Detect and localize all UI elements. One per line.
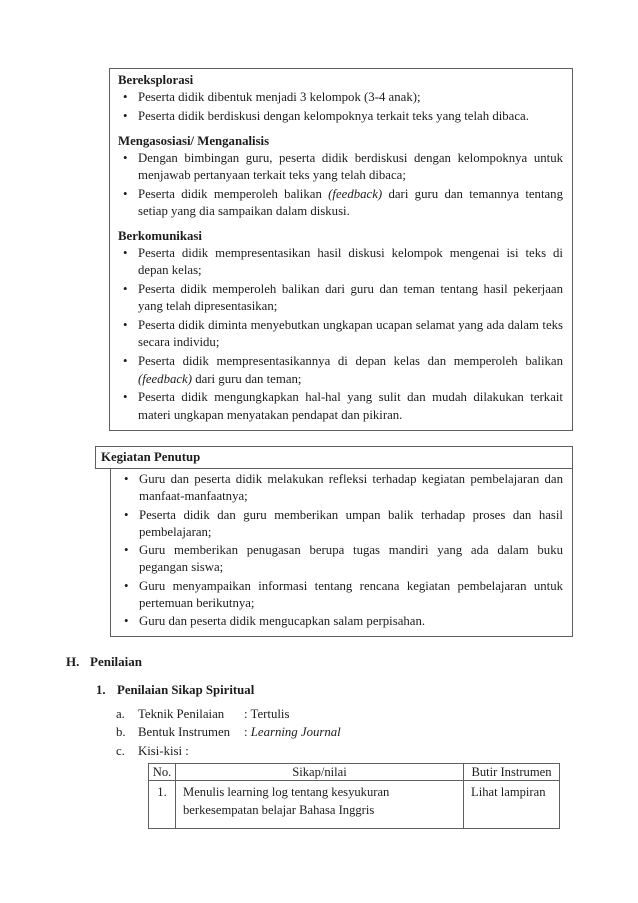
assessment-item-letter: c. <box>116 743 125 758</box>
text-segment: dari guru dan temannya tentang setiap yang dia sampaikan dalam diskusi. <box>138 187 563 219</box>
bullet-item <box>138 353 563 388</box>
bullet-item <box>138 389 563 424</box>
text-segment: Peserta didik mempresentasikan hasil diskusi kelompok mengenai isi teks di depan kelas; <box>138 246 563 278</box>
section-heading: Bereksplorasi <box>118 73 194 87</box>
assessment-items <box>116 705 578 760</box>
table-row <box>149 781 560 829</box>
bullet-item <box>138 245 563 280</box>
assessment-item-label: Bentuk Instrumen <box>138 725 231 740</box>
text-segment: Peserta didik memperoleh balikan <box>138 187 329 201</box>
table-header-row <box>149 764 560 781</box>
assessment-heading-title: Penilaian <box>90 654 143 669</box>
assessment-item <box>116 705 578 723</box>
bullet-item <box>139 507 563 541</box>
kisi-table-body <box>149 781 560 829</box>
text-segment: Peserta didik dibentuk menjadi 3 kelompok (3-4 anak); <box>138 90 421 105</box>
assessment-item-separator: : <box>244 725 251 740</box>
assessment-item <box>116 723 578 741</box>
text-segment: Guru dan peserta didik melakukan refleksi terhadap kegiatan pembelajaran dan manfaat-manfaatnya; <box>139 472 563 503</box>
table-cell-butir: Lihat lampiran <box>464 781 560 829</box>
text-segment: Peserta didik dan guru memberikan umpan balik terhadap proses dan hasil pembelajaran; <box>139 507 563 539</box>
table-cell-sikap: Menulis learning log tentang kesyukuran berkesempatan belajar Bahasa Inggris <box>176 781 464 829</box>
assessment-item-value-text: Tertulis <box>250 707 290 721</box>
bullet-list <box>118 150 563 221</box>
bullet-list <box>119 471 563 630</box>
kisi-table-head <box>149 764 560 781</box>
bullet-list <box>118 89 563 125</box>
table-cell-no: 1. <box>149 781 176 829</box>
activities-box <box>109 68 573 431</box>
section-heading: Mengasosiasi/ Menganalisis <box>118 133 270 148</box>
assessment-heading <box>66 653 578 671</box>
assessment-item-label: Teknik Penilaian <box>138 707 225 721</box>
assessment-item <box>116 742 578 760</box>
assessment-item-label: Kisi-kisi : <box>138 743 189 758</box>
table-header-cell: Butir Instrumen <box>464 764 560 781</box>
assessment-item-value-text: Learning Journal <box>250 725 341 740</box>
closing-section-header: Kegiatan Penutup <box>95 446 573 469</box>
text-segment: Guru memberikan penugasan berupa tugas mandiri yang ada dalam buku pegangan siswa; <box>139 543 563 574</box>
text-segment: Peserta didik berdiskusi dengan kelompoknya terkait teks yang telah dibaca. <box>138 109 529 124</box>
text-segment: Dengan bimbingan guru, peserta didik berdiskusi dengan kelompoknya untuk menjawab pertanyaan terkait teks yang telah dibaca; <box>138 150 563 183</box>
text-segment: Peserta didik mengungkapkan hal-hal yang sulit dan mudah dilakukan terkait materi ungkapan menyatakan pendapat dan pikiran. <box>138 390 563 422</box>
assessment-item-value <box>244 723 341 741</box>
bullet-item <box>138 150 563 185</box>
assessment-item-value <box>244 705 289 723</box>
section-heading: Berkomunikasi <box>118 228 202 243</box>
text-segment: (feedback) <box>138 371 192 386</box>
text-segment: Guru dan peserta didik mengucapkan salam perpisahan. <box>139 614 426 628</box>
text-segment: Peserta didik mempresentasikannya di depan kelas dan memperoleh balikan <box>138 354 563 369</box>
bullet-item <box>138 186 563 221</box>
bullet-item <box>138 89 563 106</box>
closing-activities <box>110 468 573 637</box>
kisi-table <box>148 763 560 829</box>
assessment-item-letter: a. <box>116 707 125 721</box>
assessment-heading-letter: H. <box>66 654 80 669</box>
assessment-item-letter: b. <box>116 725 126 740</box>
bullet-item <box>138 108 563 125</box>
bullet-item <box>139 613 563 630</box>
table-header-cell: Sikap/nilai <box>176 764 464 781</box>
assessment-subheading <box>96 681 578 699</box>
bullet-item <box>139 578 563 612</box>
assessment-item-separator: : <box>244 707 251 721</box>
bullet-item <box>138 281 563 316</box>
bullet-list <box>118 245 563 424</box>
assessment-subheading-title: Penilaian Sikap Spiritual <box>117 683 255 697</box>
text-segment: dari guru dan teman; <box>192 371 302 386</box>
text-segment: (feedback) <box>328 187 383 201</box>
bullet-item <box>139 542 563 576</box>
table-header-cell: No. <box>149 764 176 781</box>
text-segment: Peserta didik memperoleh balikan dari guru dan teman tentang hasil pekerjaan yang telah dipresentasikan; <box>138 282 563 314</box>
assessment-subheading-number: 1. <box>96 683 106 697</box>
text-segment: Peserta didik diminta menyebutkan ungkapan ucapan selamat yang ada dalam teks secara individu; <box>138 318 563 350</box>
bullet-item <box>138 317 563 352</box>
bullet-item <box>139 471 563 505</box>
assessment-section <box>66 653 578 829</box>
text-segment: Guru menyampaikan informasi tentang rencana kegiatan pembelajaran untuk pertemuan berikutnya; <box>139 578 563 610</box>
